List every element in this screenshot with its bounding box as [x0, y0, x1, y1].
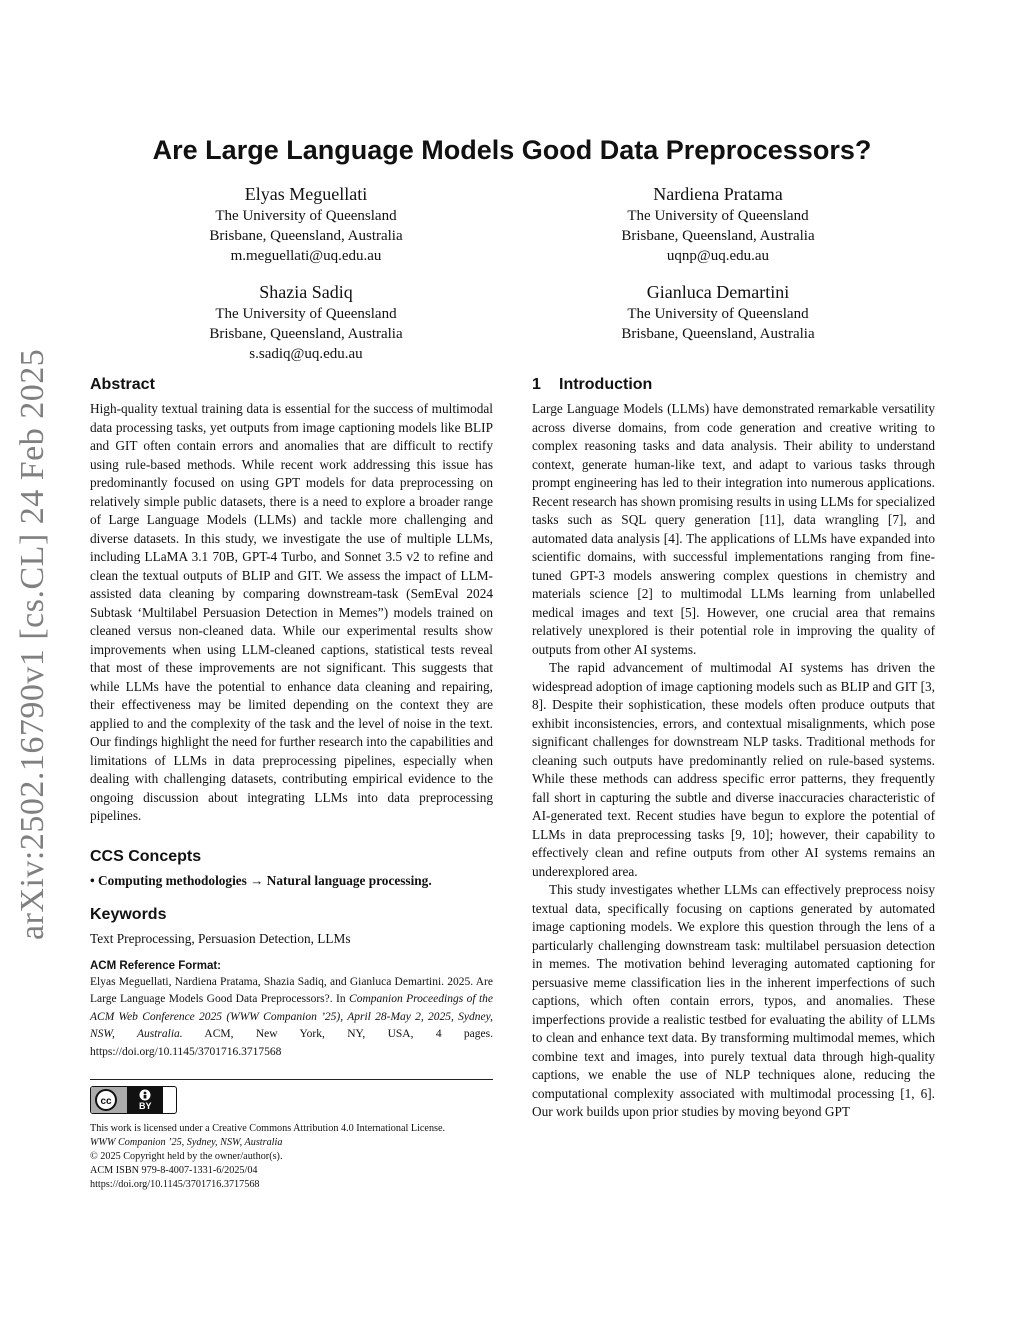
ccs-heading: CCS Concepts — [90, 847, 202, 865]
abstract-text: High-quality textual training data is essential for the success of multimodal data processing tasks, yet outputs from image captioning models like BLIP and GIT often contain errors and anomalies that are difficult to rectify using rule-based methods. While recent work addressing this issue has predominantly focused on using GPT models for data preprocessing on relatively simple public datasets, there is a need to explore a broader range of Large Language Models (LLMs) and tackle more challenging and diverse datasets. In this study, we investigate the use of multiple LLMs, including LLaMA 3.1 70B, GPT-4 Turbo, and Sonnet 3.5 v2 to refine and clean the textual outputs of BLIP and GIT. We assess the impact of LLM-assisted data cleaning by comparing downstream-task (SemEval 2024 Subtask ‘Multilabel Persuasion Detection in Memes”) models trained on cleaned versus non-cleaned data. While our experimental results show improvements when using LLM-cleaned captions, statistical tests reveal that most of these improvements are not significant. This suggests that while LLMs have the potential to enhance data cleaning and repairing, their effectiveness may be limited depending on the context they are applied to and the complexity of the task and the level of noise in the text. Our findings highlight the need for further research into the capabilities and limitations of LLMs in data preprocessing pipelines, especially when dealing with challenging datasets, contributing empirical evidence to the ongoing discussion about integrating LLMs into data preprocessing pipelines. — [90, 401, 493, 823]
author-block — [126, 182, 486, 266]
author-block — [126, 280, 486, 364]
author-email: s.sadiq@uq.edu.au — [249, 346, 363, 362]
author-name: Gianluca Demartini — [646, 282, 790, 302]
acm-reference-label: ACM Reference Format: — [90, 959, 221, 972]
acm-reference-text — [90, 974, 493, 1062]
svg-text:cc: cc — [100, 1096, 112, 1107]
license-copyright: © 2025 Copyright held by the owner/author(s). — [90, 1151, 283, 1162]
author-block — [538, 280, 898, 344]
author-email: m.meguellati@uq.edu.au — [230, 248, 382, 264]
author-affiliation: The University of Queensland — [215, 208, 397, 224]
author-name: Shazia Sadiq — [259, 282, 353, 302]
license-statement: This work is licensed under a Creative Commons Attribution 4.0 International License. — [90, 1123, 446, 1134]
ccs-concept: • Computing methodologies → Natural language processing. — [90, 872, 432, 888]
author-location: Brisbane, Queensland, Australia — [209, 228, 403, 244]
cc-by-badge — [90, 1086, 177, 1114]
left-column — [90, 374, 493, 1192]
author-location: Brisbane, Queensland, Australia — [621, 228, 815, 244]
author-location: Brisbane, Queensland, Australia — [209, 326, 403, 342]
keywords-heading: Keywords — [90, 905, 167, 923]
creative-commons-icon — [91, 1087, 163, 1113]
arxiv-identifier: arXiv:2502.16790v1 [cs.CL] 24 Feb 2025 — [14, 348, 51, 940]
right-column — [532, 374, 935, 1122]
intro-paragraph: This study investigates whether LLMs can effectively preprocess noisy textual data, specifically focusing on captions generated by automated image captioning models. We explore this question through the lens of a particularly challenging downstream task: multilabel persuasion detection in memes. The motivation behind leveraging automated captioning for persuasive meme classification lies in the inherent imperfections of such captions, which often contain errors, typos, and anomalies. These imperfections provide a realistic testbed for evaluating the ability of LLMs to clean and enhance text data. By transforming multimodal memes, which combine text and images, into purely textual data through high-quality captions, we enable the use of NLP techniques alone, reducing the computational complexity associated with multimodal processing [1, 6]. Our work builds upon prior studies by moving beyond GPT — [532, 882, 935, 1119]
license-venue — [90, 1136, 493, 1150]
license-venue-text: WWW Companion ’25, Sydney, NSW, Australia — [90, 1137, 283, 1148]
author-affiliation: The University of Queensland — [627, 208, 809, 224]
reference-publisher: ACM, New York, NY, USA, 4 pages. https://doi.org/10.1145/3701716.3717568 — [90, 1028, 493, 1058]
author-location: Brisbane, Queensland, Australia — [621, 326, 815, 342]
reference-venue: Companion Proceedings of the ACM Web Conference 2025 (WWW Companion ’25), April 28-May 2, 2025, Sydney, NSW, Australia. — [90, 993, 493, 1040]
author-email: uqnp@uq.edu.au — [666, 248, 770, 264]
paper-title: Are Large Language Models Good Data Preprocessors? — [152, 135, 872, 165]
abstract-heading: Abstract — [90, 376, 155, 393]
license-isbn: ACM ISBN 979-8-4007-1331-6/2025/04 — [90, 1165, 258, 1176]
cc-by-label: BY — [139, 1101, 152, 1111]
intro-paragraph: Large Language Models (LLMs) have demonstrated remarkable versatility across diverse domains, from code generation and creative writing to complex reasoning tasks and data analysis. Their ability to understand context, generate human-like text, and adapt to various tasks through prompt engineering has led to their integration into numerous applications. Recent research has shown promising results in using LLMs for specialized tasks such as SQL query generation [11], data wrangling [7], and automated data analysis [4]. The applications of LLMs have expanded into scientific domains, with successful implementations ranging from fine-tuned GPT-3 models answering complex questions in chemistry and materials science [2] to multimodal LLMs learning from unlabelled medical images and text [5]. However, one crucial area that remains relatively unexplored is their potential role in improving the quality of outputs from other AI systems. — [532, 401, 935, 657]
author-name: Elyas Meguellati — [244, 184, 368, 204]
intro-paragraph: The rapid advancement of multimodal AI systems has driven the widespread adoption of image captioning models such as BLIP and GIT [3, 8]. Despite their sophistication, these models often produce outputs that exhibit inconsistencies, errors, and contextual misalignments, which pose significant challenges for downstream NLP tasks. Traditional methods for cleaning such outputs have predominantly relied on rule-based systems. While these methods can address specific error patterns, they frequently fall short in capturing the subtle and diverse inaccuracies characteristic of AI-generated text. Recent studies have begun to explore the potential of LLMs in data preprocessing tasks [9, 10]; however, their capability to effectively clean and refine outputs from other AI systems remains an underexplored area. — [532, 660, 935, 879]
keywords-text: Text Preprocessing, Persuasion Detection, LLMs — [90, 930, 351, 946]
author-block — [538, 182, 898, 266]
section-number: 1 — [532, 376, 541, 393]
reference-authors: Elyas Meguellati, Nardiena Pratama, Shazia Sadiq, and Gianluca Demartini. 2025. Are Large Language Models Good Data Preprocessors?. In — [90, 975, 493, 1005]
license-doi: https://doi.org/10.1145/3701716.3717568 — [90, 1179, 260, 1190]
author-name: Nardiena Pratama — [653, 184, 783, 204]
footer-divider — [90, 1079, 493, 1080]
author-affiliation: The University of Queensland — [215, 306, 397, 322]
author-affiliation: The University of Queensland — [627, 306, 809, 322]
license-block — [90, 1122, 493, 1192]
section-title: Introduction — [559, 376, 653, 393]
introduction-heading — [532, 374, 935, 396]
